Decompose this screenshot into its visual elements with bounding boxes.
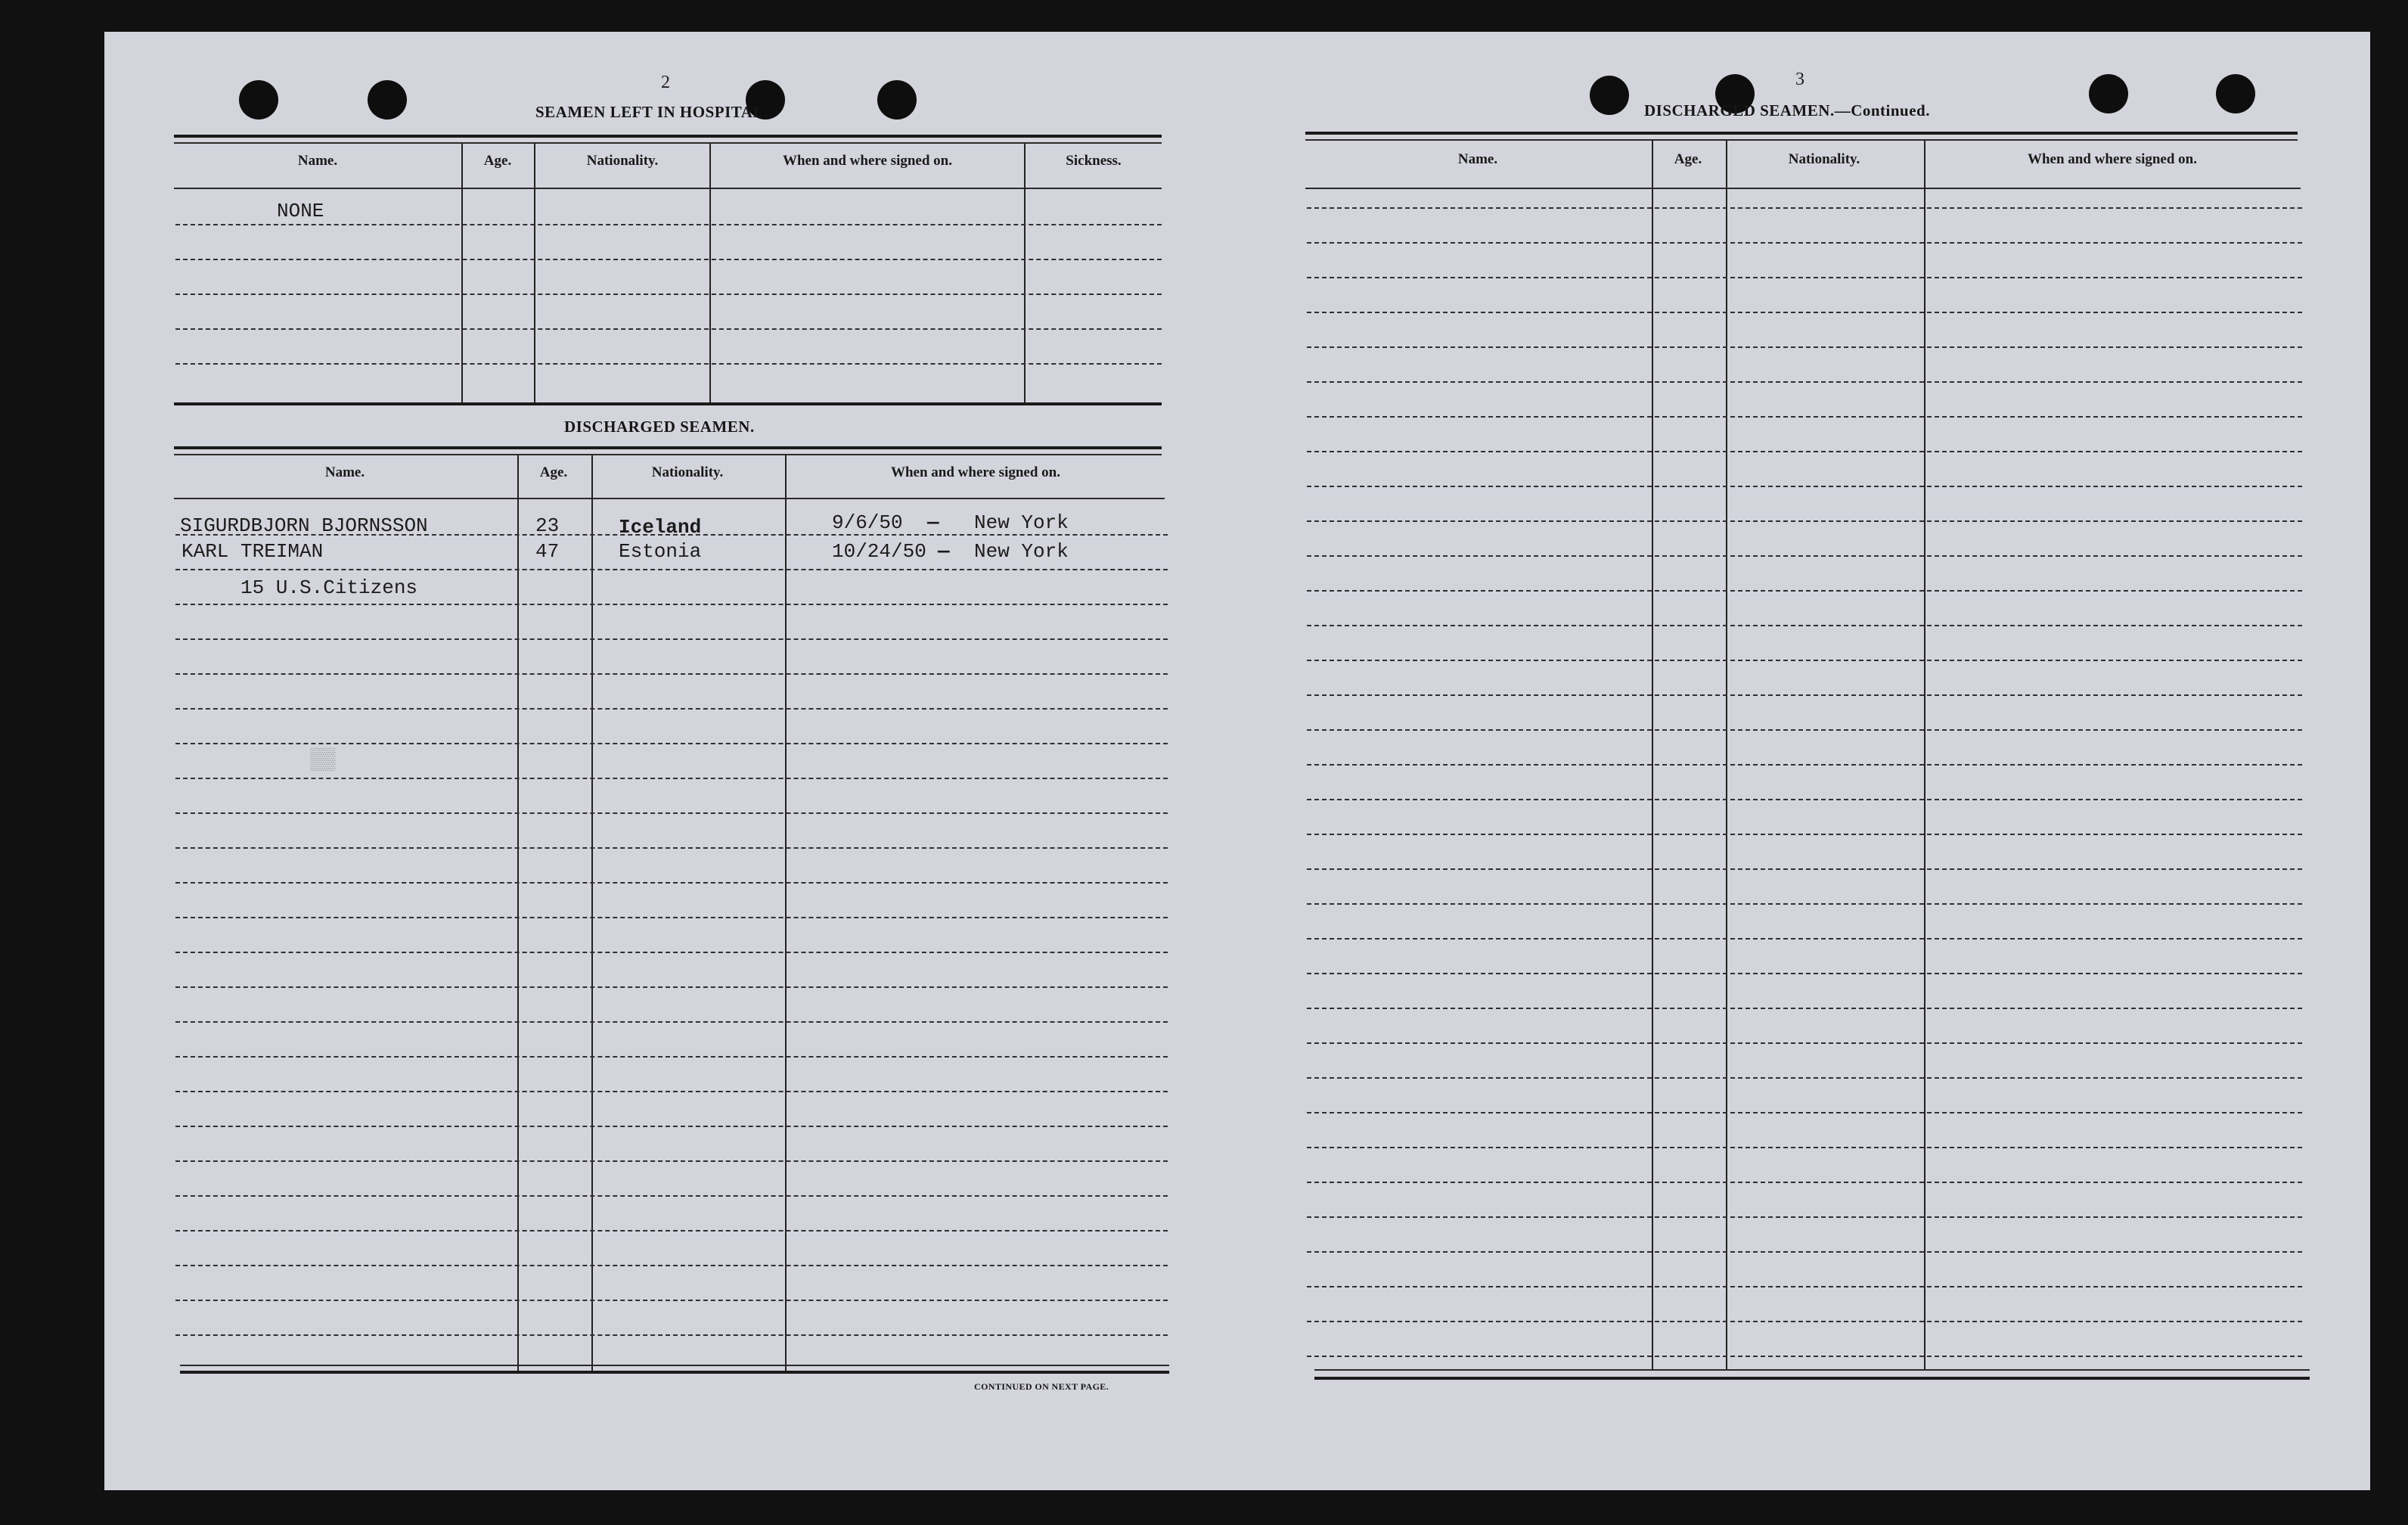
hospital-col-divider	[1024, 144, 1026, 405]
hospital-row-line	[175, 259, 1162, 260]
right-page-number: 3	[1795, 70, 1804, 89]
discharged-header-name: Name.	[324, 464, 365, 480]
discharged-row-line	[175, 1091, 1168, 1092]
discharged-header-rule	[174, 498, 1165, 499]
right-row-line	[1307, 973, 2302, 974]
right-row-line	[1307, 660, 2302, 661]
right-row-line	[1307, 451, 2302, 452]
discharged-bottom-rule-thin	[180, 1365, 1169, 1366]
right-row-line	[1307, 694, 2302, 696]
discharged-header-signed-on: When and where signed on.	[890, 464, 1060, 480]
hospital-section-title: SEAMEN LEFT IN HOSPITAL.	[535, 103, 768, 121]
right-col-divider	[1726, 141, 1727, 1371]
citizens-note: 15 U.S.Citizens	[240, 576, 418, 599]
hospital-bottom-rule	[174, 402, 1162, 405]
right-row-line	[1307, 1042, 2302, 1044]
discharged-header-nationality: Nationality.	[651, 464, 724, 480]
right-col-divider	[1652, 141, 1653, 1371]
right-row-line	[1307, 1077, 2302, 1079]
hospital-top-rule-thin	[174, 142, 1162, 144]
right-row-line	[1307, 416, 2302, 418]
hospital-col-divider	[461, 144, 463, 405]
right-row-line	[1307, 1251, 2302, 1253]
hospital-col-divider	[534, 144, 535, 405]
punch-hole-left-4	[877, 80, 917, 120]
discharged-date-2: 10/24/50	[832, 540, 926, 563]
discharged-row-line	[175, 673, 1168, 675]
right-row-line	[1307, 903, 2302, 905]
right-section-title: DISCHARGED SEAMEN.—Continued.	[1644, 101, 1930, 120]
right-row-line	[1307, 381, 2302, 383]
right-row-line	[1307, 555, 2302, 557]
discharged-row-line	[175, 1126, 1168, 1127]
discharged-col-divider	[517, 455, 519, 1372]
right-row-line	[1307, 764, 2302, 766]
hospital-row-line	[175, 224, 1162, 225]
discharged-row-line	[175, 986, 1168, 988]
discharged-row-line	[175, 604, 1168, 605]
hospital-row-line	[175, 363, 1162, 365]
right-header-signed-on: When and where signed on.	[2027, 151, 2197, 167]
discharged-row-line	[175, 1265, 1168, 1266]
discharged-row-line	[175, 534, 1168, 536]
right-row-line	[1307, 1321, 2302, 1322]
discharged-row-line	[175, 778, 1168, 779]
right-row-line	[1307, 277, 2302, 278]
discharged-dash-1: —	[927, 511, 939, 534]
hospital-entry-none: NONE	[277, 200, 324, 222]
hospital-header-nationality: Nationality.	[586, 153, 659, 169]
right-row-line	[1307, 1286, 2302, 1287]
punch-hole-left-1	[239, 80, 278, 120]
hospital-top-rule	[174, 135, 1162, 138]
discharged-row-line	[175, 1334, 1168, 1336]
discharged-row-line	[175, 1021, 1168, 1023]
right-top-rule	[1305, 132, 2298, 135]
faint-stamp-mark: ▒▒	[310, 749, 336, 772]
discharged-row-line	[175, 569, 1168, 570]
hospital-header-name: Name.	[297, 153, 338, 169]
right-row-line	[1307, 799, 2302, 800]
discharged-row-line	[175, 952, 1168, 953]
right-row-line	[1307, 1147, 2302, 1148]
right-row-line	[1307, 346, 2302, 348]
hospital-row-line	[175, 328, 1162, 330]
discharged-row-line	[175, 638, 1168, 640]
discharged-section-title: DISCHARGED SEAMEN.	[564, 418, 755, 436]
discharged-row-line	[175, 708, 1168, 710]
right-header-nationality: Nationality.	[1788, 151, 1860, 167]
right-header-age: Age.	[1674, 151, 1702, 167]
right-row-line	[1307, 938, 2302, 940]
right-row-line	[1307, 729, 2302, 731]
discharged-col-divider	[785, 455, 787, 1372]
right-row-line	[1307, 1112, 2302, 1113]
right-row-line	[1307, 834, 2302, 835]
discharged-header-age: Age.	[539, 464, 568, 480]
discharged-age-2: 47	[535, 540, 560, 563]
right-row-line	[1307, 312, 2302, 313]
continued-footer: CONTINUED ON NEXT PAGE.	[974, 1381, 1109, 1392]
discharged-name-2: KARL TREIMAN	[182, 540, 324, 563]
right-col-divider	[1924, 141, 1925, 1371]
right-row-line	[1307, 590, 2302, 592]
discharged-row-line	[175, 1056, 1168, 1058]
right-top-rule-thin	[1305, 139, 2298, 141]
right-row-line	[1307, 625, 2302, 626]
discharged-row-line	[175, 917, 1168, 918]
discharged-row-line	[175, 1230, 1168, 1231]
hospital-header-age: Age.	[483, 153, 512, 169]
hospital-header-signed-on: When and where signed on.	[782, 153, 952, 169]
discharged-row-line	[175, 847, 1168, 849]
discharged-row-line	[175, 743, 1168, 744]
discharged-row-line	[175, 812, 1168, 814]
discharged-name-1: SIGURDBJORN BJORNSSON	[180, 514, 428, 537]
hospital-header-sickness: Sickness.	[1066, 153, 1122, 169]
discharged-dash-2: —	[938, 540, 950, 563]
right-row-line	[1307, 486, 2302, 487]
punch-hole-right-3	[2089, 74, 2128, 113]
punch-hole-right-4	[2216, 74, 2255, 113]
left-page-number: 2	[661, 73, 670, 92]
discharged-place-2: New York	[974, 540, 1069, 563]
discharged-row-line	[175, 1195, 1168, 1197]
discharged-age-1: 23	[535, 514, 560, 537]
discharged-row-line	[175, 1160, 1168, 1162]
punch-hole-right-1	[1590, 76, 1629, 115]
discharged-place-1: New York	[974, 511, 1069, 534]
discharged-nationality-1: Iceland	[619, 516, 702, 539]
right-row-line	[1307, 1182, 2302, 1183]
discharged-row-line	[175, 1300, 1168, 1301]
right-header-rule	[1305, 188, 2301, 189]
right-row-line	[1307, 1008, 2302, 1009]
hospital-row-line	[175, 294, 1162, 295]
discharged-top-rule	[174, 446, 1162, 449]
right-row-line	[1307, 242, 2302, 244]
right-row-line	[1307, 1356, 2302, 1357]
discharged-date-1: 9/6/50	[832, 511, 903, 534]
discharged-bottom-rule	[180, 1371, 1169, 1374]
right-row-line	[1307, 868, 2302, 870]
hospital-header-rule	[174, 188, 1162, 189]
discharged-top-rule-thin	[174, 454, 1162, 455]
right-header-name: Name.	[1457, 151, 1498, 167]
right-bottom-rule-thin	[1314, 1369, 2310, 1371]
discharged-nationality-2: Estonia	[619, 540, 702, 563]
right-row-line	[1307, 520, 2302, 522]
document-sheet	[104, 32, 2370, 1490]
discharged-col-divider	[591, 455, 593, 1372]
right-bottom-rule	[1314, 1377, 2310, 1380]
discharged-row-line	[175, 882, 1168, 884]
right-row-line	[1307, 207, 2302, 209]
punch-hole-left-2	[368, 80, 407, 120]
hospital-col-divider	[709, 144, 711, 405]
right-row-line	[1307, 1216, 2302, 1218]
